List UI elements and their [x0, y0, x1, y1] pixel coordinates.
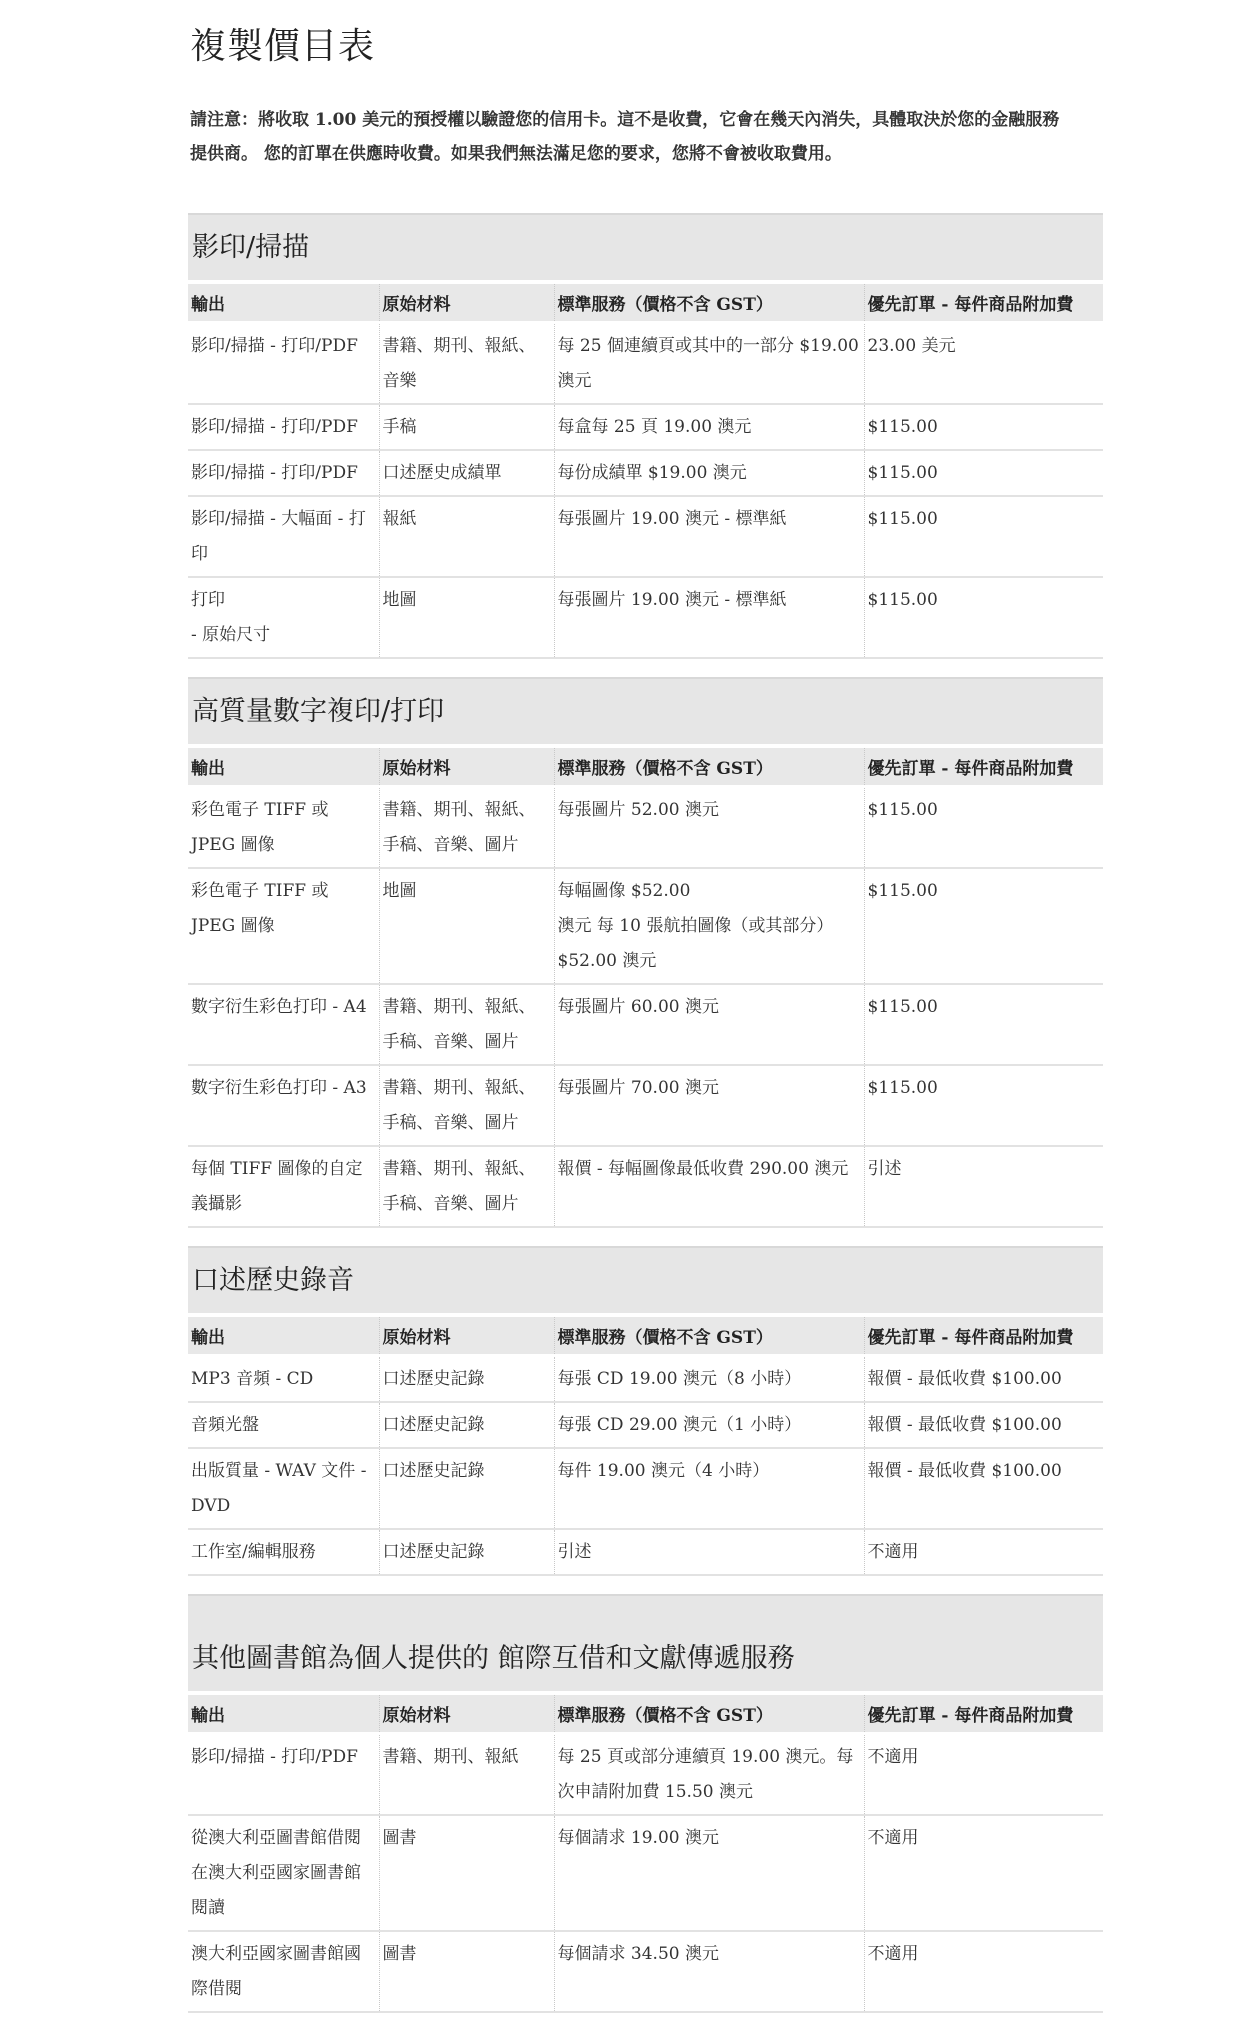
cell-output: MP3 音頻 - CD [188, 1356, 379, 1403]
cell-material: 書籍、期刊、報紙、音樂 [379, 323, 554, 405]
cell-priority-surcharge: 不適用 [864, 1931, 1103, 2012]
section-title: 影印/掃描 [188, 215, 1103, 280]
cell-output: 影印/掃描 - 打印/PDF [188, 404, 379, 450]
table-body [188, 1734, 1103, 2013]
cell-priority-surcharge: 報價 - 最低收費 $100.00 [864, 1402, 1103, 1448]
cell-output: 工作室/編輯服務 [188, 1529, 379, 1575]
cell-standard-service: 每張 CD 19.00 澳元（8 小時） [554, 1356, 864, 1403]
table-row [188, 577, 1103, 658]
column-header-priority-surcharge: 優先訂單 - 每件商品附加費 [864, 1317, 1103, 1356]
table-row [188, 1734, 1103, 1816]
cell-output: 影印/掃描 - 打印/PDF [188, 1734, 379, 1816]
cell-standard-service: 每張圖片 52.00 澳元 [554, 787, 864, 869]
cell-priority-surcharge: 不適用 [864, 1734, 1103, 1816]
cell-material: 地圖 [379, 577, 554, 658]
cell-output: 影印/掃描 - 大幅面 - 打印 [188, 496, 379, 577]
table-row [188, 1529, 1103, 1575]
cell-priority-surcharge: 23.00 美元 [864, 323, 1103, 405]
price-table [188, 284, 1103, 659]
column-header-output: 輸出 [188, 748, 379, 787]
cell-priority-surcharge: 不適用 [864, 1815, 1103, 1931]
section-title: 高質量數字複印/打印 [188, 679, 1103, 744]
cell-priority-surcharge: $115.00 [864, 1065, 1103, 1146]
cell-material: 口述歷史成績單 [379, 450, 554, 496]
table-row [188, 323, 1103, 405]
cell-standard-service: 每張圖片 70.00 澳元 [554, 1065, 864, 1146]
column-header-priority-surcharge: 優先訂單 - 每件商品附加費 [864, 748, 1103, 787]
cell-material: 書籍、期刊、報紙、手稿、音樂、圖片 [379, 787, 554, 869]
cell-output: 出版質量 - WAV 文件 - DVD [188, 1448, 379, 1529]
cell-standard-service: 每盒每 25 頁 19.00 澳元 [554, 404, 864, 450]
column-header-output: 輸出 [188, 284, 379, 323]
cell-output: 從澳大利亞圖書館借閱在澳大利亞國家圖書館閱讀 [188, 1815, 379, 1931]
column-header-standard-service: 標準服務（價格不含 GST） [554, 748, 864, 787]
cell-output: 數字衍生彩色打印 - A4 [188, 984, 379, 1065]
page-title: 複製價目表 [190, 26, 376, 67]
column-header-output: 輸出 [188, 1695, 379, 1734]
table-row [188, 1815, 1103, 1931]
table-row [188, 404, 1103, 450]
table-body [188, 787, 1103, 1228]
column-header-material: 原始材料 [379, 284, 554, 323]
header-row [188, 1317, 1103, 1356]
column-header-material: 原始材料 [379, 1695, 554, 1734]
section-title: 口述歷史錄音 [188, 1248, 1103, 1313]
cell-standard-service: 報價 - 每幅圖像最低收費 290.00 澳元 [554, 1146, 864, 1227]
cell-priority-surcharge: $115.00 [864, 787, 1103, 869]
table-body [188, 1356, 1103, 1576]
cell-standard-service: 引述 [554, 1529, 864, 1575]
cell-material: 圖書 [379, 1931, 554, 2012]
cell-material: 報紙 [379, 496, 554, 577]
table-row [188, 496, 1103, 577]
table-row [188, 984, 1103, 1065]
table-header [188, 1695, 1103, 1734]
column-header-standard-service: 標準服務（價格不含 GST） [554, 284, 864, 323]
header-row [188, 1695, 1103, 1734]
cell-standard-service: 每 25 頁或部分連續頁 19.00 澳元。每次申請附加費 15.50 澳元 [554, 1734, 864, 1816]
table-row [188, 1356, 1103, 1403]
cell-standard-service: 每張圖片 60.00 澳元 [554, 984, 864, 1065]
table-row [188, 868, 1103, 984]
price-section [188, 213, 1103, 659]
cell-priority-surcharge: 不適用 [864, 1529, 1103, 1575]
column-header-standard-service: 標準服務（價格不含 GST） [554, 1317, 864, 1356]
cell-output: 彩色電子 TIFF 或 JPEG 圖像 [188, 868, 379, 984]
table-row [188, 1402, 1103, 1448]
table-header [188, 748, 1103, 787]
cell-material: 口述歷史記錄 [379, 1402, 554, 1448]
cell-material: 書籍、期刊、報紙、手稿、音樂、圖片 [379, 984, 554, 1065]
cell-material: 口述歷史記錄 [379, 1529, 554, 1575]
cell-material: 口述歷史記錄 [379, 1356, 554, 1403]
cell-material: 書籍、期刊、報紙、手稿、音樂、圖片 [379, 1146, 554, 1227]
price-table [188, 1317, 1103, 1576]
cell-standard-service: 每 25 個連續頁或其中的一部分 $19.00 澳元 [554, 323, 864, 405]
table-row [188, 1448, 1103, 1529]
cell-output: 每個 TIFF 圖像的自定義攝影 [188, 1146, 379, 1227]
cell-material: 圖書 [379, 1815, 554, 1931]
column-header-priority-surcharge: 優先訂單 - 每件商品附加費 [864, 1695, 1103, 1734]
cell-output: 影印/掃描 - 打印/PDF [188, 450, 379, 496]
header-row [188, 284, 1103, 323]
column-header-output: 輸出 [188, 1317, 379, 1356]
price-table [188, 1695, 1103, 2013]
cell-material: 書籍、期刊、報紙、手稿、音樂、圖片 [379, 1065, 554, 1146]
column-header-material: 原始材料 [379, 1317, 554, 1356]
table-row [188, 787, 1103, 869]
section-title: 其他圖書館為個人提供的 館際互借和文獻傳遞服務 [188, 1596, 1103, 1691]
table-body [188, 323, 1103, 659]
cell-standard-service: 每件 19.00 澳元（4 小時） [554, 1448, 864, 1529]
price-sections [188, 213, 1103, 2013]
cell-material: 書籍、期刊、報紙 [379, 1734, 554, 1816]
cell-output: 打印 - 原始尺寸 [188, 577, 379, 658]
table-header [188, 1317, 1103, 1356]
cell-standard-service: 每份成績單 $19.00 澳元 [554, 450, 864, 496]
table-row [188, 1931, 1103, 2012]
table-row [188, 1065, 1103, 1146]
price-section [188, 1246, 1103, 1576]
cell-material: 手稿 [379, 404, 554, 450]
cell-priority-surcharge: $115.00 [864, 577, 1103, 658]
cell-priority-surcharge: $115.00 [864, 496, 1103, 577]
cell-output: 彩色電子 TIFF 或 JPEG 圖像 [188, 787, 379, 869]
column-header-material: 原始材料 [379, 748, 554, 787]
cell-standard-service: 每個請求 34.50 澳元 [554, 1931, 864, 2012]
cell-standard-service: 每張 CD 29.00 澳元（1 小時） [554, 1402, 864, 1448]
header-row [188, 748, 1103, 787]
cell-priority-surcharge: $115.00 [864, 404, 1103, 450]
cell-output: 音頻光盤 [188, 1402, 379, 1448]
cell-priority-surcharge: $115.00 [864, 984, 1103, 1065]
table-header [188, 284, 1103, 323]
cell-output: 數字衍生彩色打印 - A3 [188, 1065, 379, 1146]
price-section [188, 1594, 1103, 2013]
cell-standard-service: 每個請求 19.00 澳元 [554, 1815, 864, 1931]
cell-output: 影印/掃描 - 打印/PDF [188, 323, 379, 405]
cell-priority-surcharge: 報價 - 最低收費 $100.00 [864, 1448, 1103, 1529]
cell-standard-service: 每張圖片 19.00 澳元 - 標準紙 [554, 496, 864, 577]
cell-output: 澳大利亞國家圖書館國際借閱 [188, 1931, 379, 2012]
cell-priority-surcharge: $115.00 [864, 450, 1103, 496]
cell-priority-surcharge: 引述 [864, 1146, 1103, 1227]
price-table [188, 748, 1103, 1228]
cell-standard-service: 每張圖片 19.00 澳元 - 標準紙 [554, 577, 864, 658]
cell-material: 口述歷史記錄 [379, 1448, 554, 1529]
cell-standard-service: 每幅圖像 $52.00 澳元 每 10 張航拍圖像（或其部分）$52.00 澳元 [554, 868, 864, 984]
notice-text: 請注意：將收取 1.00 美元的預授權以驗證您的信用卡。這不是收費，它會在幾天內消失，具體取決於您的金融服務提供商。 您的訂單在供應時收費。如果我們無法滿足您的要求，您將不會被收取費用。 [190, 110, 1060, 164]
cell-priority-surcharge: $115.00 [864, 868, 1103, 984]
column-header-standard-service: 標準服務（價格不含 GST） [554, 1695, 864, 1734]
cell-material: 地圖 [379, 868, 554, 984]
price-section [188, 677, 1103, 1228]
cell-priority-surcharge: 報價 - 最低收費 $100.00 [864, 1356, 1103, 1403]
table-row [188, 450, 1103, 496]
table-row [188, 1146, 1103, 1227]
column-header-priority-surcharge: 優先訂單 - 每件商品附加費 [864, 284, 1103, 323]
